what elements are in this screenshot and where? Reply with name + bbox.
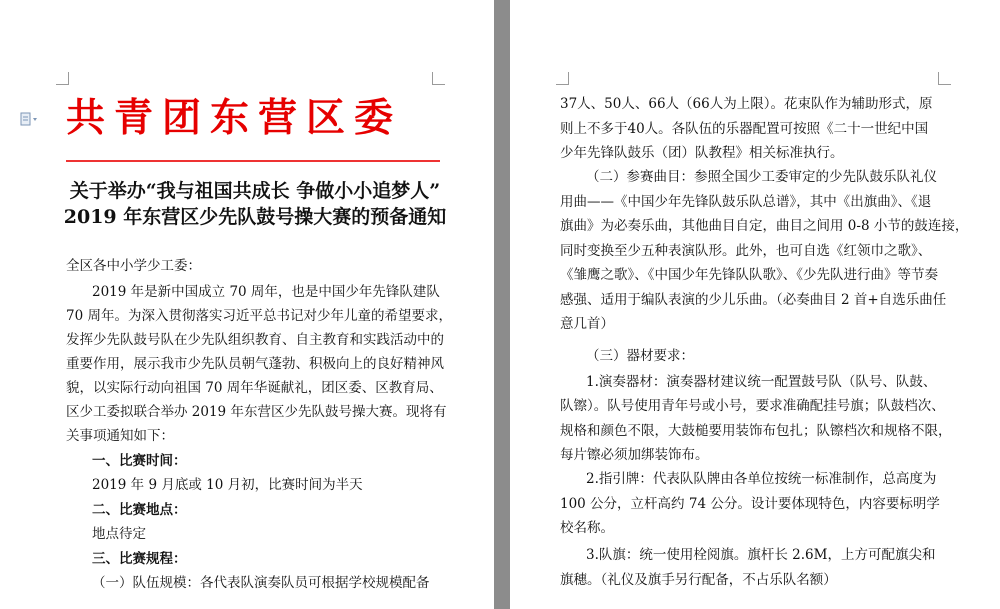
section-heading-venue: 二、比赛地点： [92,502,187,518]
body-line: 《雏鹰之歌》、《中国少年先锋队队歌》、《少先队进行曲》等节奏 [560,267,938,283]
body-line: 貌，以实际行动向祖国 70 周年华诞献礼，团区委、区教育局、 [66,380,443,396]
crop-mark [432,72,445,85]
crop-mark [56,72,69,85]
body-line: （二）参赛曲目：参照全国少工委审定的少先队鼓乐队礼仪 [586,169,937,185]
body-line: 每片镲必须加绑装饰布。 [560,447,709,463]
body-line: 100 公分，立杆高约 74 公分。设计要体现特色，内容要标明学 [560,496,940,512]
body-line: 同时变换至少五种表演队形。此外，也可自选《红领巾之歌》、 [560,243,932,259]
body-line: 重要作用，展示我市少先队员朝气蓬勃、积极向上的良好精神风 [66,356,444,372]
organization-title: 共青团东营区委 [66,95,403,141]
body-line: 70 周年。为深入贯彻落实习近平总书记对少年儿童的希望要求， [66,308,452,324]
body-line: 旗曲》为必奏乐曲，其他曲目自定，曲目之间用 0-8 小节的鼓连接， [560,218,969,234]
body-line: 2019 年是新中国成立 70 周年，也是中国少年先锋队建队 [92,284,440,300]
body-line: 2.指引牌：代表队队牌由各单位按统一标准制作，总高度为 [586,471,937,487]
section-text-time: 2019 年 9 月底或 10 月初，比赛时间为半天 [92,477,363,493]
body-line: 37人、50人、66人（66人为上限）。花束队作为辅助形式，原 [560,96,933,112]
section-heading-rules: 三、比赛规程： [92,551,187,567]
body-line: 旗穗。（礼仪及旗手另行配备，不占乐队名额） [560,572,837,588]
document-page-right [510,0,1000,609]
notice-heading-line1: 关于举办“我与祖国共成长 争做小小追梦人” [69,180,441,202]
body-line: 则上不多于40人。各队伍的乐器配置可按照《二十一世纪中国 [560,121,929,137]
body-line: 队镲）。队号使用青年号或小号，要求准确配挂号旗；队鼓档次、 [560,398,945,414]
document-page-left [0,0,494,609]
body-line: 校名称。 [560,520,614,536]
body-line: 用曲——《中国少年先锋队鼓乐队总谱》，其中《出旗曲》、《退 [560,194,932,210]
body-line: 区少工委拟联合举办 2019 年东营区少先队鼓号操大赛。现将有 [66,404,447,420]
section-heading-time: 一、比赛时间： [92,453,187,469]
crop-mark [556,72,569,85]
body-line: 意几首） [560,316,614,332]
body-line: （三）器材要求： [586,348,694,364]
crop-mark [938,72,951,85]
body-line: 规格和颜色不限，大鼓槌要用装饰布包扎；队镲档次和规格不限， [560,423,952,439]
body-line: 少年先锋队鼓乐（团）队教程》相关标准执行。 [560,145,844,161]
red-divider [66,160,440,162]
body-line: 1.演奏器材：演奏器材建议统一配置鼓号队（队号、队鼓、 [586,374,937,390]
document-icon[interactable] [20,112,38,126]
body-line: 3.队旗：统一使用栓阅旗。旗杆长 2.6M，上方可配旗尖和 [586,547,936,563]
salutation: 全区各中小学少工委： [66,258,201,274]
section-item-team-size: （一）队伍规模：各代表队演奏队员可根据学校规模配备 [92,575,430,591]
body-line: 发挥少先队鼓号队在少先队组织教育、自主教育和实践活动中的 [66,332,444,348]
section-text-venue: 地点待定 [92,526,146,542]
body-line: 关事项通知如下： [66,428,174,444]
notice-heading-line2: 2019 年东营区少先队鼓号操大赛的预备通知 [63,206,447,228]
body-line: 感强、适用于编队表演的少儿乐曲。（必奏曲目 2 首+自选乐曲任 [560,292,947,308]
